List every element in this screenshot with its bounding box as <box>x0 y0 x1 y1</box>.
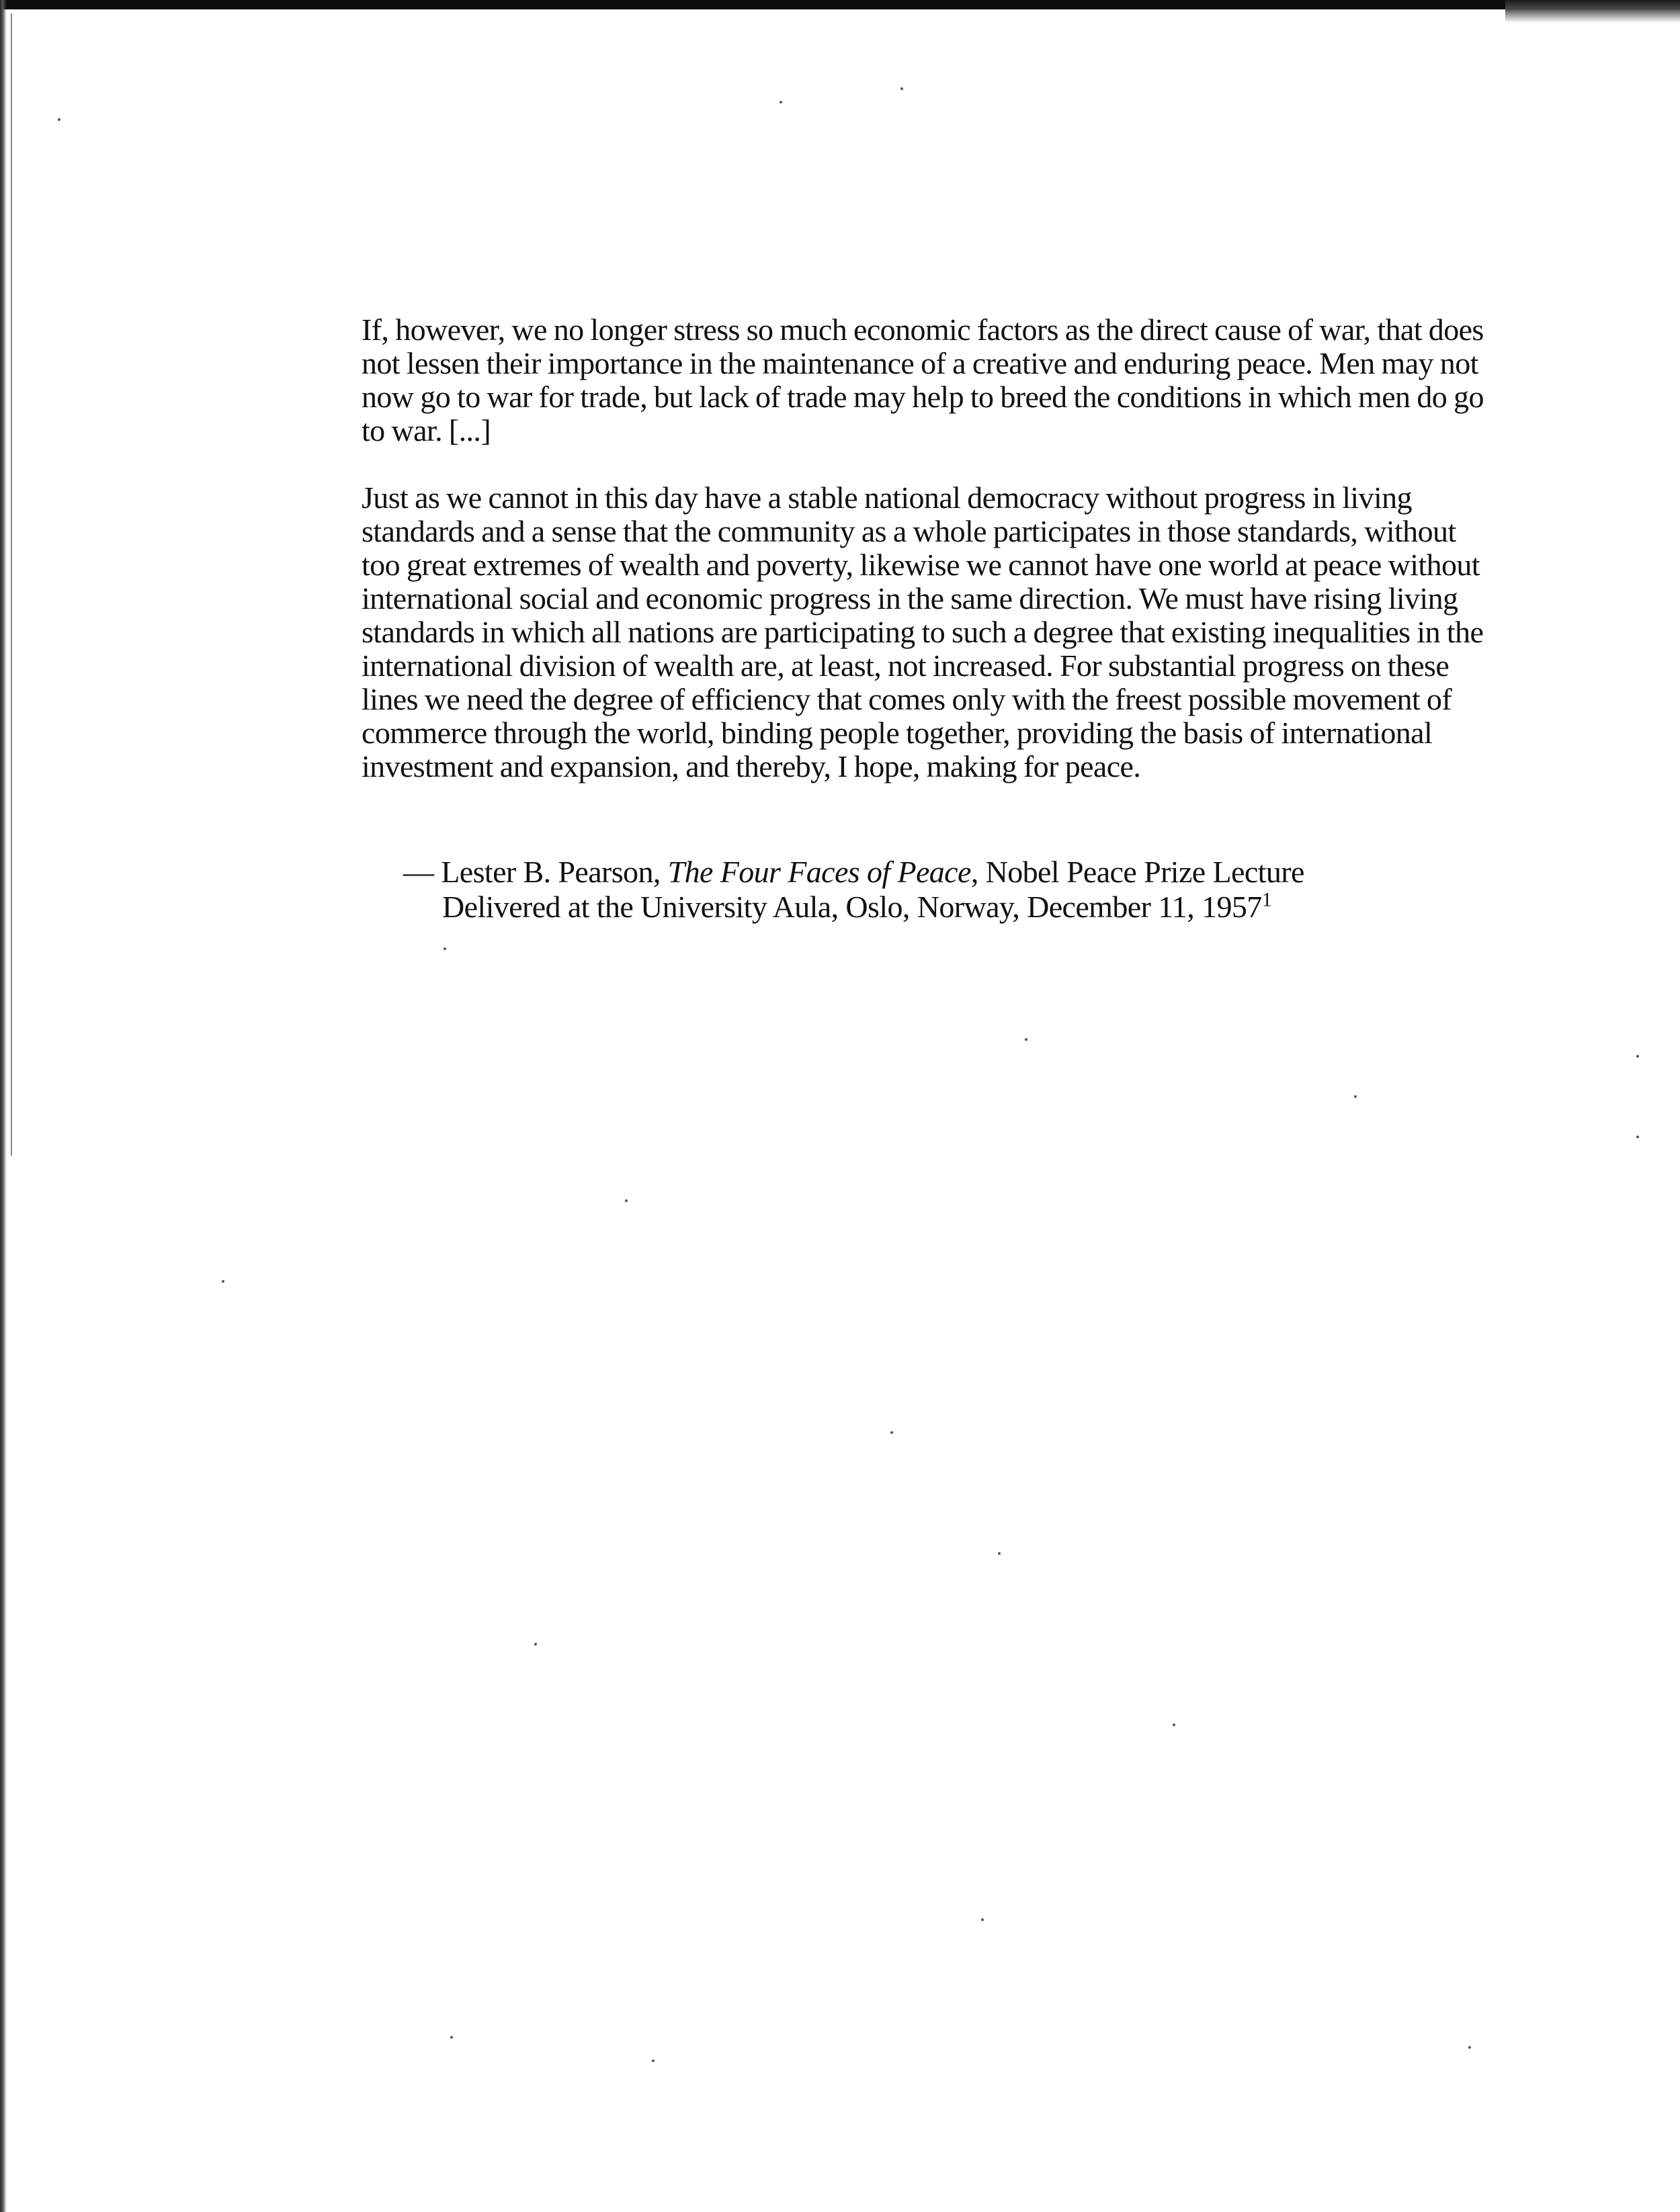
scan-speck <box>1354 1095 1357 1098</box>
scan-speck <box>1468 2046 1471 2049</box>
quote-paragraph-1: If, however, we no longer stress so much economic factors as the direct cause of war, that does not lessen their importance in the maintenance of a creative and enduring peace. Men may not now go to war for trade, but lack of trade may help to breed the conditions in which men do go to war. [...] <box>362 312 1484 448</box>
attribution-prefix: — Lester B. Pearson, <box>403 855 668 889</box>
scan-speck <box>998 1552 1001 1555</box>
scan-top-border <box>0 0 1680 9</box>
scan-left-edge-line <box>11 13 12 1156</box>
footnote-marker[interactable]: 1 <box>1261 888 1272 911</box>
scan-speck <box>1636 1136 1639 1138</box>
attribution-work-title: The Four Faces of Peace <box>667 855 971 889</box>
attribution-suffix: , Nobel Peace Prize Lecture <box>970 855 1304 889</box>
attribution <box>403 855 1492 925</box>
scan-speck <box>1636 1055 1639 1058</box>
scan-speck <box>450 2036 453 2039</box>
scan-speck <box>534 1643 537 1646</box>
scan-speck <box>58 118 60 121</box>
scan-left-border <box>0 0 7 2212</box>
scan-speck <box>780 101 782 103</box>
scan-speck <box>1025 1038 1027 1041</box>
scan-speck <box>890 1431 893 1434</box>
scan-speck <box>1173 1724 1175 1726</box>
scan-speck <box>625 1199 628 1202</box>
scan-top-corner-artifact <box>1505 0 1680 23</box>
scan-speck <box>900 87 903 90</box>
scan-speck <box>444 947 446 950</box>
attribution-venue-date: Delivered at the University Aula, Oslo, Norway, December 11, 1957 <box>442 890 1262 924</box>
scan-speck <box>981 1918 984 1921</box>
scan-speck <box>222 1280 224 1283</box>
scan-speck <box>652 2059 655 2062</box>
attribution-line-2 <box>403 890 1492 925</box>
quote-block <box>362 313 1490 783</box>
quote-paragraph-2: Just as we cannot in this day have a stable national democracy without progress in living standards and a sense that the community as a whole participates in those standards, without too great extremes of wealth and poverty, likewise we cannot have one world at peace without international social and economic progress in the same direction. We must have rising living standards in which all nations are participating to such a degree that existing inequalities in the international division of wealth are, at least, not increased. For substantial progress on these lines we need the degree of efficiency that comes only with the freest possible movement of commerce through the world, binding people together, providing the basis of international investment and expansion, and thereby, I hope, making for peace. <box>362 480 1484 783</box>
